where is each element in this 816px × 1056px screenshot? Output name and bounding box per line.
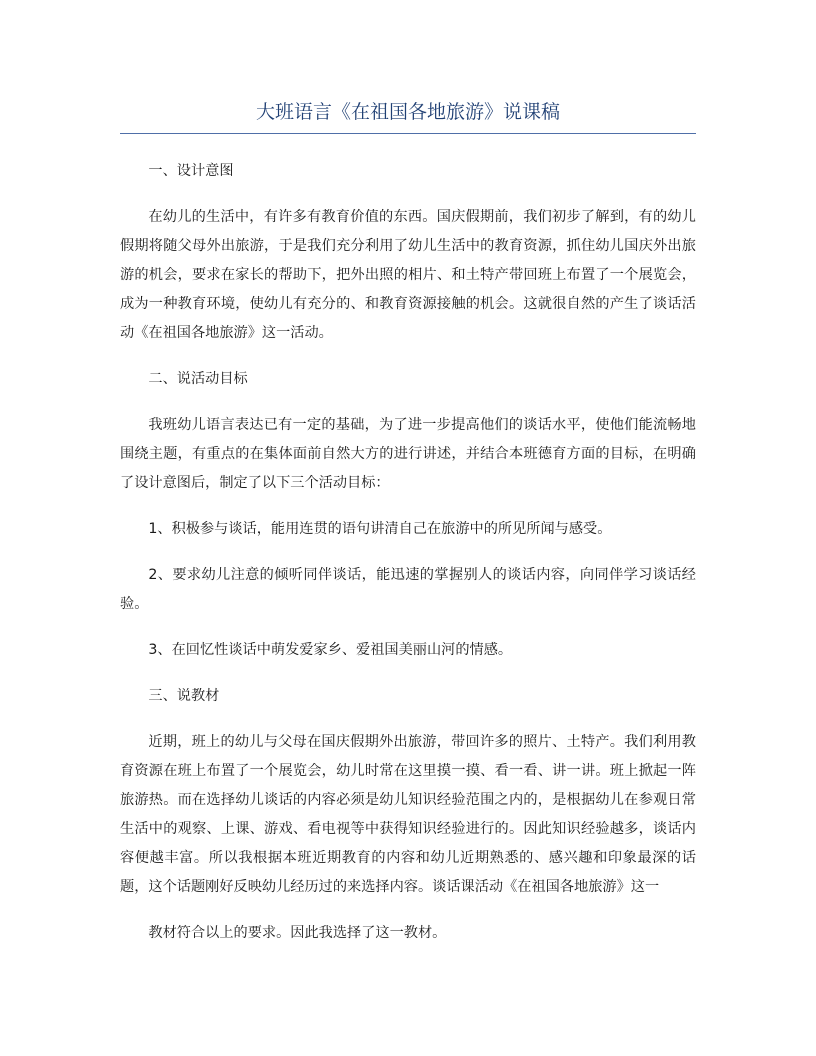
title-underline xyxy=(120,133,696,134)
goal-item-3: 3、在回忆性谈话中萌发爱家乡、爱祖国美丽山河的情感。 xyxy=(148,642,513,658)
goal-item-2: 2、要求幼儿注意的倾听同伴谈话，能迅速的掌握别人的谈话内容，向同伴学习谈话经验。 xyxy=(120,567,696,612)
paragraph-design-intent: 在幼儿的生活中，有许多有教育价值的东西。国庆假期前，我们初步了解到，有的幼儿假期将随父母外出旅游，于是我们充分利用了幼儿生活中的教育资源，抓住幼儿国庆外出旅游的机会，要求在家长的帮助下，把外出照的相片、和土特产带回班上布置了一个展览会，成为一种教育环境，使幼儿有充分的、和教育资源接触的机会。这就很自然的产生了谈话活动《在祖国各地旅游》这一活动。 xyxy=(120,209,696,341)
section-heading-teaching-material: 三、说教材 xyxy=(148,688,220,704)
paragraph-teaching-material-conclusion: 教材符合以上的要求。因此我选择了这一教材。 xyxy=(148,925,447,941)
paragraph-activity-goals: 我班幼儿语言表达已有一定的基础，为了进一步提高他们的谈话水平，使他们能流畅地围绕主题，有重点的在集体面前自然大方的进行讲述，并结合本班德育方面的目标，在明确了设计意图后，制定了以下三个活动目标： xyxy=(120,417,696,491)
section-heading-design-intent: 一、设计意图 xyxy=(148,163,234,179)
document-title: 大班语言《在祖国各地旅游》说课稿 xyxy=(255,101,560,123)
section-heading-activity-goals: 二、说活动目标 xyxy=(148,371,248,387)
goal-item-1: 1、积极参与谈话，能用连贯的语句讲清自己在旅游中的所见所闻与感受。 xyxy=(148,521,612,537)
document-body xyxy=(120,157,696,948)
paragraph-teaching-material: 近期，班上的幼儿与父母在国庆假期外出旅游，带回许多的照片、土特产。我们利用教育资源在班上布置了一个展览会，幼儿时常在这里摸一摸、看一看、讲一讲。班上掀起一阵旅游热。而在选择幼儿谈话的内容必须是幼儿知识经验范围之内的，是根据幼儿在参观日常生活中的观察、上课、游戏、看电视等中获得知识经验进行的。因此知识经验越多，谈话内容便越丰富。所以我根据本班近期教育的内容和幼儿近期熟悉的、感兴趣和印象最深的话题，这个话题刚好反映幼儿经历过的来选择内容。谈话课活动《在祖国各地旅游》这一 xyxy=(120,734,696,895)
